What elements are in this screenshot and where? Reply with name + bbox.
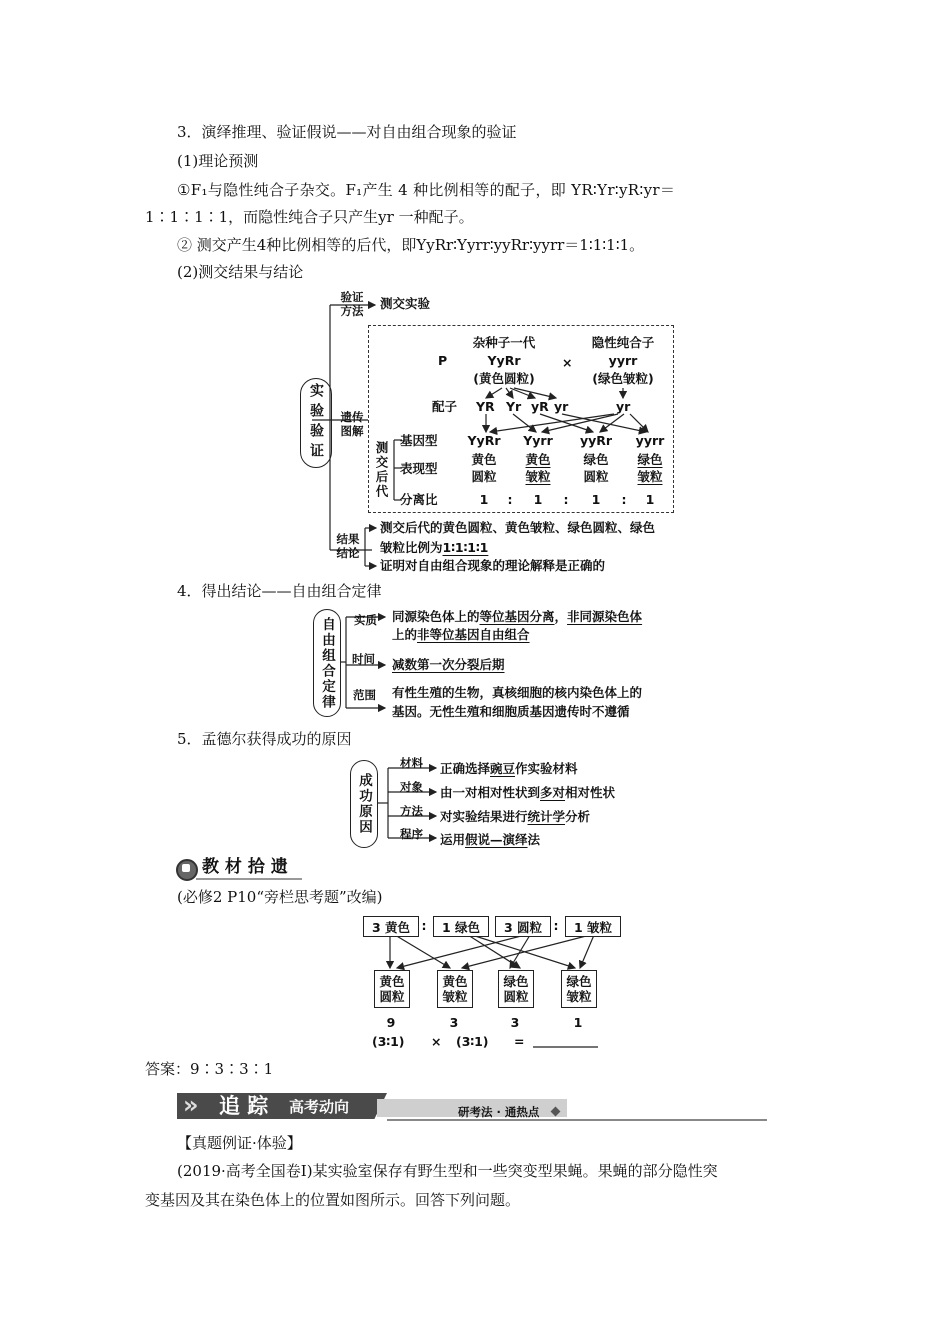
section4-heading: 4．得出结论——自由组合定律	[177, 582, 382, 600]
offspring-genotype-3: yyRr	[579, 433, 613, 448]
root-node-success: 成功原因	[350, 760, 378, 848]
top-colon-2: :	[553, 918, 559, 933]
textbook-title: 教 材 拾 遗	[202, 857, 288, 877]
double-chevron-icon: »	[183, 1091, 199, 1119]
reason-label-procedure: 程序	[400, 827, 423, 841]
offspring-ratio-3: 1	[591, 492, 601, 507]
example-line2: 变基因及其在染色体上的位置如图所示。回答下列问题。	[145, 1191, 521, 1209]
essence-nonhomologous: 非同源染色体	[567, 609, 643, 624]
reason-label-object: 对象	[400, 780, 423, 794]
gamete-label: 配子	[432, 399, 458, 414]
recessive-genotype: yyrr	[608, 353, 638, 368]
equation-left: (3∶1)	[372, 1034, 405, 1049]
offspring-genotype-2: Yyrr	[523, 433, 553, 448]
offspring-pheno-3a: 绿色	[583, 452, 609, 467]
reason-material-post: 作实验材料	[515, 761, 578, 776]
bottom-box-3-line2: 圆粒	[503, 989, 529, 1004]
reason-object-post: 相对性状	[565, 785, 616, 800]
reason-label-method: 方法	[400, 804, 423, 818]
top-box-wrinkled: 1 皱粒	[565, 916, 621, 937]
reason-material-key: 豌豆	[490, 761, 516, 776]
reason-object-pre: 由一对相对性状到	[440, 785, 541, 800]
book-icon-inner	[182, 864, 190, 872]
banner-right-text: 研考法 · 通热点	[458, 1105, 540, 1119]
textbook-title-rule	[196, 878, 302, 880]
branch-label-method: 验证方法	[340, 290, 364, 318]
textbook-supplement-header	[172, 856, 302, 880]
banner-small-text: 高考动向	[289, 1098, 350, 1116]
reason-method	[440, 809, 590, 825]
offspring-pheno-2b: 皱粒	[525, 469, 551, 484]
law-essence-line2	[392, 627, 530, 643]
reason-object	[440, 785, 615, 801]
top-box-yellow: 3 黄色	[363, 916, 419, 937]
essence-text-a: 同源染色体上的	[392, 609, 480, 624]
bottom-box-yellow-wrinkled	[437, 970, 473, 1008]
section3-para1b: 1∶1∶1∶1，而隐性纯合子只产生yr 一种配子。	[145, 208, 474, 226]
example-tag: 【真题例证·体验】	[177, 1134, 302, 1152]
offspring-genotype-4: yyrr	[635, 433, 665, 448]
reason-procedure-post: 法	[527, 832, 541, 847]
offspring-pheno-1a: 黄色	[471, 452, 497, 467]
bottom-box-green-wrinkled	[561, 970, 597, 1008]
bottom-box-1-line2: 圆粒	[379, 989, 405, 1004]
equation-equals: =	[514, 1034, 525, 1049]
reason-procedure	[440, 832, 540, 848]
banner-dark-bar	[177, 1093, 387, 1119]
law-label-time: 时间	[352, 652, 375, 666]
reason-method-pre: 对实验结果进行	[440, 809, 528, 824]
section5-heading: 5．孟德尔获得成功的原因	[177, 730, 352, 748]
p-generation-label: P	[438, 353, 448, 368]
bottom-box-2-line2: 皱粒	[442, 989, 468, 1004]
gamete-Yr: Yr	[506, 399, 522, 414]
root-node-verification: 实验验证	[300, 378, 332, 468]
offspring-pheno-3b: 圆粒	[583, 469, 609, 484]
top-colon-1: :	[421, 918, 427, 933]
count-3b: 3	[510, 1015, 520, 1030]
offspring-label: 测交后代	[374, 441, 389, 499]
conclusion-text: 证明对自由组合现象的理论解释是正确的	[380, 558, 606, 573]
reason-material-pre: 正确选择	[440, 761, 491, 776]
answer-line: 答案：9∶3∶3∶1	[145, 1060, 274, 1078]
bottom-box-yellow-round	[374, 970, 410, 1008]
offspring-ratio-1: 1	[479, 492, 489, 507]
section3-para2: ② 测交产生4种比例相等的后代，即YyRr∶Yyrr∶yyRr∶yyrr＝1∶1∶1∶1。	[177, 236, 645, 254]
law-label-scope: 范围	[353, 688, 376, 702]
top-box-green: 1 绿色	[433, 916, 489, 937]
reason-label-material: 材料	[400, 756, 423, 770]
banner-big-text: 追 踪	[219, 1094, 269, 1118]
essence-allele-separation: 等位基因分离	[479, 609, 555, 624]
section3-para1a: ①F₁与隐性纯合子杂交。F₁产生 4 种比例相等的配子，即 YR∶Yr∶yR∶yr＝	[177, 181, 676, 199]
section3-sub2: (2)测交结果与结论	[177, 263, 304, 281]
result-line2	[380, 540, 488, 556]
law-essence-line1	[392, 609, 642, 625]
essence-text-b: 上的	[392, 627, 418, 642]
law-label-essence: 实质	[354, 613, 377, 627]
essence-free-combination: 非等位基因自由组合	[417, 627, 530, 642]
recessive-phenotype: (绿色皱粒)	[592, 371, 654, 386]
result-line1: 测交后代的黄色圆粒、黄色皱粒、绿色圆粒、绿色	[380, 520, 656, 535]
result-line2-text: 皱粒比例为	[380, 540, 443, 555]
hybrid-genotype: YyRr	[487, 353, 521, 368]
count-3a: 3	[449, 1015, 459, 1030]
count-1: 1	[573, 1015, 583, 1030]
count-9: 9	[386, 1015, 396, 1030]
law-time-text: 减数第一次分裂后期	[392, 657, 505, 672]
bottom-box-4-line1: 绿色	[566, 974, 592, 989]
gamete-YR: YR	[476, 399, 495, 414]
bottom-box-4-line2: 皱粒	[566, 989, 592, 1004]
section3-sub1: (1)理论预测	[177, 152, 259, 170]
branch-label-diagram: 遗传图解	[340, 410, 364, 438]
hybrid-title: 杂种子一代	[472, 335, 536, 350]
section3-heading: 3．演绎推理、验证假说——对自由组合现象的验证	[177, 123, 517, 141]
cross-symbol: ×	[562, 355, 573, 370]
reason-method-post: 分析	[565, 809, 591, 824]
equation-right: (3∶1)	[456, 1034, 489, 1049]
bottom-box-3-line1: 绿色	[503, 974, 529, 989]
row-label-phenotype: 表现型	[400, 461, 438, 476]
offspring-ratio-2: 1	[533, 492, 543, 507]
ratio-sep-1: :	[507, 492, 513, 507]
row-label-genotype: 基因型	[400, 433, 438, 448]
bottom-box-green-round	[498, 970, 534, 1008]
bottom-box-1-line1: 黄色	[379, 974, 405, 989]
law-scope-line1: 有性生殖的生物，真核细胞的核内染色体上的	[392, 685, 643, 700]
equation-times: ×	[431, 1034, 442, 1049]
hybrid-phenotype: (黄色圆粒)	[473, 371, 535, 386]
result-ratio: 1∶1∶1∶1	[442, 540, 489, 555]
offspring-pheno-4b: 皱粒	[637, 469, 663, 484]
top-box-round: 3 圆粒	[495, 916, 551, 937]
branch-text-method: 测交实验	[380, 296, 431, 311]
reason-material	[440, 761, 578, 777]
offspring-pheno-2a: 黄色	[525, 452, 551, 467]
ratio-sep-2: :	[563, 492, 569, 507]
banner-underline	[387, 1119, 767, 1121]
essence-comma: ，	[554, 609, 568, 624]
gamete-yR: yR	[531, 399, 549, 414]
root-node-law: 自由组合定律	[313, 609, 341, 717]
recessive-title: 隐性纯合子	[591, 335, 655, 350]
gamete-yr: yr	[554, 399, 569, 414]
offspring-pheno-1b: 圆粒	[471, 469, 497, 484]
example-line1: (2019·高考全国卷Ⅰ)某实验室保存有野生型和一些突变型果蝇。果蝇的部分隐性突	[177, 1162, 718, 1180]
reason-procedure-key: 假说—演绎	[465, 832, 528, 847]
textbook-source: (必修2 P10“旁栏思考题”改编)	[177, 888, 383, 906]
reason-method-key: 统计学	[527, 809, 566, 824]
ratio-sep-3: :	[621, 492, 627, 507]
offspring-ratio-4: 1	[645, 492, 655, 507]
reason-object-key: 多对	[540, 785, 566, 800]
row-label-ratio: 分离比	[400, 492, 438, 507]
law-scope-line2: 基因。无性生殖和细胞质基因遗传时不遵循	[392, 704, 630, 719]
offspring-genotype-1: YyRr	[467, 433, 501, 448]
bottom-box-2-line1: 黄色	[442, 974, 468, 989]
recessive-gamete: yr	[616, 399, 631, 414]
branch-label-result: 结果结论	[336, 532, 360, 560]
reason-procedure-pre: 运用	[440, 832, 466, 847]
offspring-pheno-4a: 绿色	[637, 452, 663, 467]
